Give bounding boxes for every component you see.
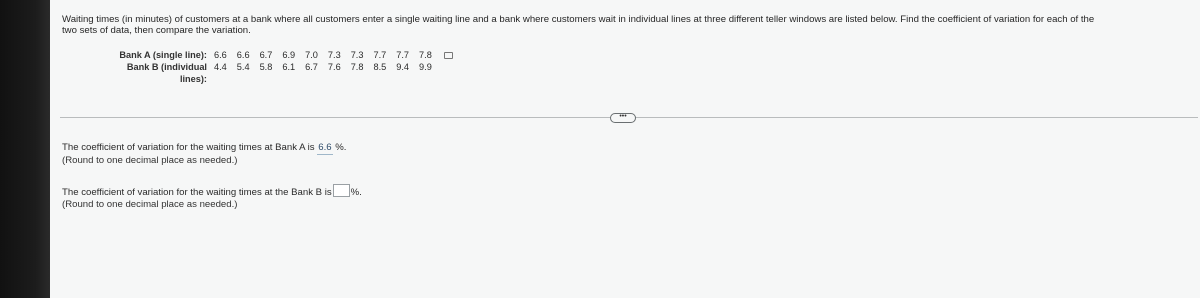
bank-b-value: 5.8 bbox=[259, 62, 273, 72]
question-page bbox=[50, 0, 1200, 298]
bank-a-values bbox=[214, 49, 442, 61]
problem-statement bbox=[62, 14, 1197, 36]
question-1-unit: %. bbox=[335, 142, 347, 153]
bank-b-label-line-2: lines): bbox=[179, 74, 207, 84]
bank-a-value: 7.0 bbox=[305, 50, 318, 60]
bank-b-value: 7.6 bbox=[327, 62, 341, 72]
bank-a-value: 6.9 bbox=[282, 50, 296, 60]
copy-icon[interactable] bbox=[444, 52, 453, 59]
bank-b-value: 5.4 bbox=[236, 62, 250, 72]
bank-b-value: 9.9 bbox=[419, 62, 432, 72]
question-1-note: (Round to one decimal place as needed.) bbox=[62, 155, 238, 166]
bank-b-value: 6.7 bbox=[305, 62, 318, 72]
bank-a-label: Bank A (single line): bbox=[119, 50, 207, 60]
question-2-text: The coefficient of variation for the waiting times at the Bank B is bbox=[62, 187, 332, 198]
bank-b-label-line-1: Bank B (individual bbox=[126, 62, 207, 72]
left-dark-strip bbox=[0, 0, 50, 298]
bank-a-value: 6.7 bbox=[259, 50, 273, 60]
bank-b-values bbox=[214, 61, 442, 73]
more-options-button[interactable]: ••• bbox=[610, 113, 636, 123]
question-1-text: The coefficient of variation for the waiting times at Bank A is bbox=[62, 142, 315, 153]
bank-b-value: 6.1 bbox=[282, 62, 296, 72]
bank-b-value: 8.5 bbox=[373, 62, 387, 72]
question-1 bbox=[62, 142, 346, 167]
bank-a-value: 7.3 bbox=[327, 50, 341, 60]
bank-b-value: 4.4 bbox=[214, 62, 227, 72]
question-2-note: (Round to one decimal place as needed.) bbox=[62, 199, 238, 210]
bank-a-answer[interactable]: 6.6 bbox=[318, 142, 332, 153]
question-2-unit: %. bbox=[350, 187, 362, 198]
bank-a-row bbox=[103, 49, 453, 61]
waiting-times-table bbox=[103, 49, 453, 84]
bank-a-value: 7.8 bbox=[419, 50, 432, 60]
bank-a-value: 7.3 bbox=[350, 50, 364, 60]
prompt-line-1: Waiting times (in minutes) of customers at a bank where all customers enter a single waiting line and a bank where customers wait in individual lines at three different teller windows are listed below. Find the coefficient of variation for each of the bbox=[62, 14, 1095, 25]
bank-b-value: 7.8 bbox=[350, 62, 364, 72]
bank-a-value: 7.7 bbox=[373, 50, 387, 60]
question-1-line bbox=[62, 142, 346, 155]
bank-b-row bbox=[103, 61, 453, 84]
question-2-line bbox=[62, 184, 362, 199]
question-2 bbox=[62, 184, 362, 211]
bank-a-value: 6.6 bbox=[214, 50, 227, 60]
bank-b-value: 9.4 bbox=[396, 62, 410, 72]
bank-a-value: 6.6 bbox=[236, 50, 250, 60]
bank-a-value: 7.7 bbox=[396, 50, 410, 60]
bank-b-answer-input[interactable] bbox=[333, 184, 350, 197]
prompt-line-2: two sets of data, then compare the variation. bbox=[62, 25, 251, 36]
bank-b-label bbox=[103, 61, 207, 85]
